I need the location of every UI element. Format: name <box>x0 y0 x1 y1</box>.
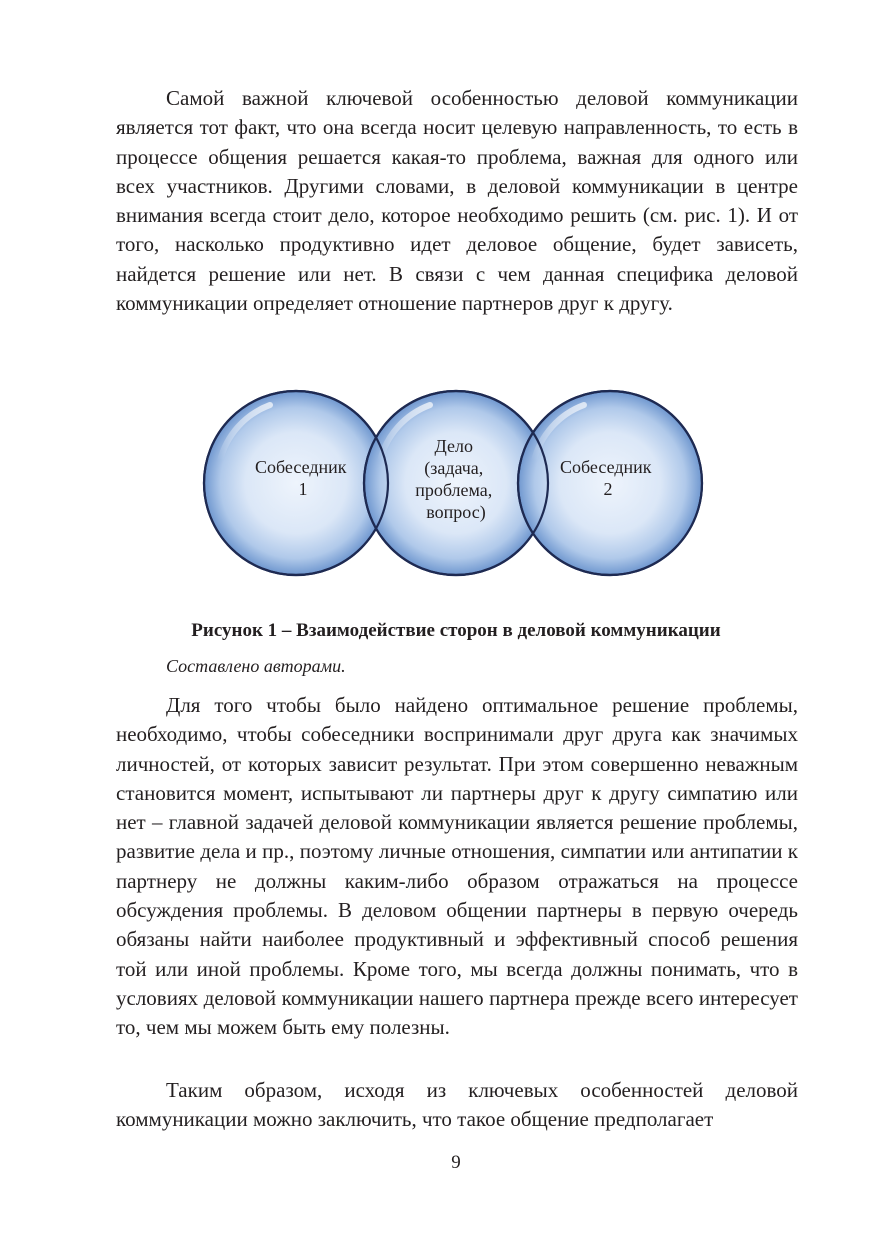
paragraph-3: Таким образом, исходя из ключевых особенностей деловой коммуникации можно заключить, что такое общение предполагает <box>116 1078 798 1132</box>
paragraph-2: Для того чтобы было найдено оптимальное решение проблемы, необходимо, чтобы собеседники воспринимали друг друга как значимых личностей, от которых зависит результат. При этом совершенно неважным становится момент, испытывают ли партнеры друг к другу симпатию или нет – главной задачей деловой коммуникации является решение проблемы, развитие дела и пр., поэтому личные отношения, симпатии или антипатии к партнеру не должны каким-либо образом отражаться на процессе обсуждения проблемы. В деловом общении партнеры в первую очередь обязаны найти наиболее продуктивный и эффективный способ решения той или иной проблемы. Кроме того, мы всегда должны понимать, что в условиях деловой коммуникации нашего партнера прежде всего интересует то, чем мы можем быть ему полезны. <box>116 693 798 1040</box>
label-interlocutor-1: Собеседник 1 <box>255 457 347 499</box>
figure-source: Составлено авторами. <box>166 656 346 676</box>
paragraph-1: Самой важной ключевой особенностью деловой коммуникации является тот факт, что она всегда носит целевую направленность, то есть в процессе общения решается какая-то проблема, важная для одного или всех участников. Другими словами, в деловой коммуникации в центре внимания всегда стоит дело, которое необходимо решить (см. рис. 1). И от того, насколько продуктивно идет деловое общение, будет зависеть, найдется решение или нет. В связи с чем данная специфика деловой коммуникации определяет отношение партнеров друг к другу. <box>116 86 798 316</box>
venn-diagram <box>200 383 710 583</box>
label-matter: Дело (задача, проблема, вопрос) <box>415 436 493 522</box>
page-number: 9 <box>451 1152 461 1173</box>
figure-caption: Рисунок 1 – Взаимодействие сторон в деловой коммуникации <box>191 620 721 641</box>
figure-venn-diagram <box>200 383 710 583</box>
label-interlocutor-2: Собеседник 2 <box>560 457 652 499</box>
